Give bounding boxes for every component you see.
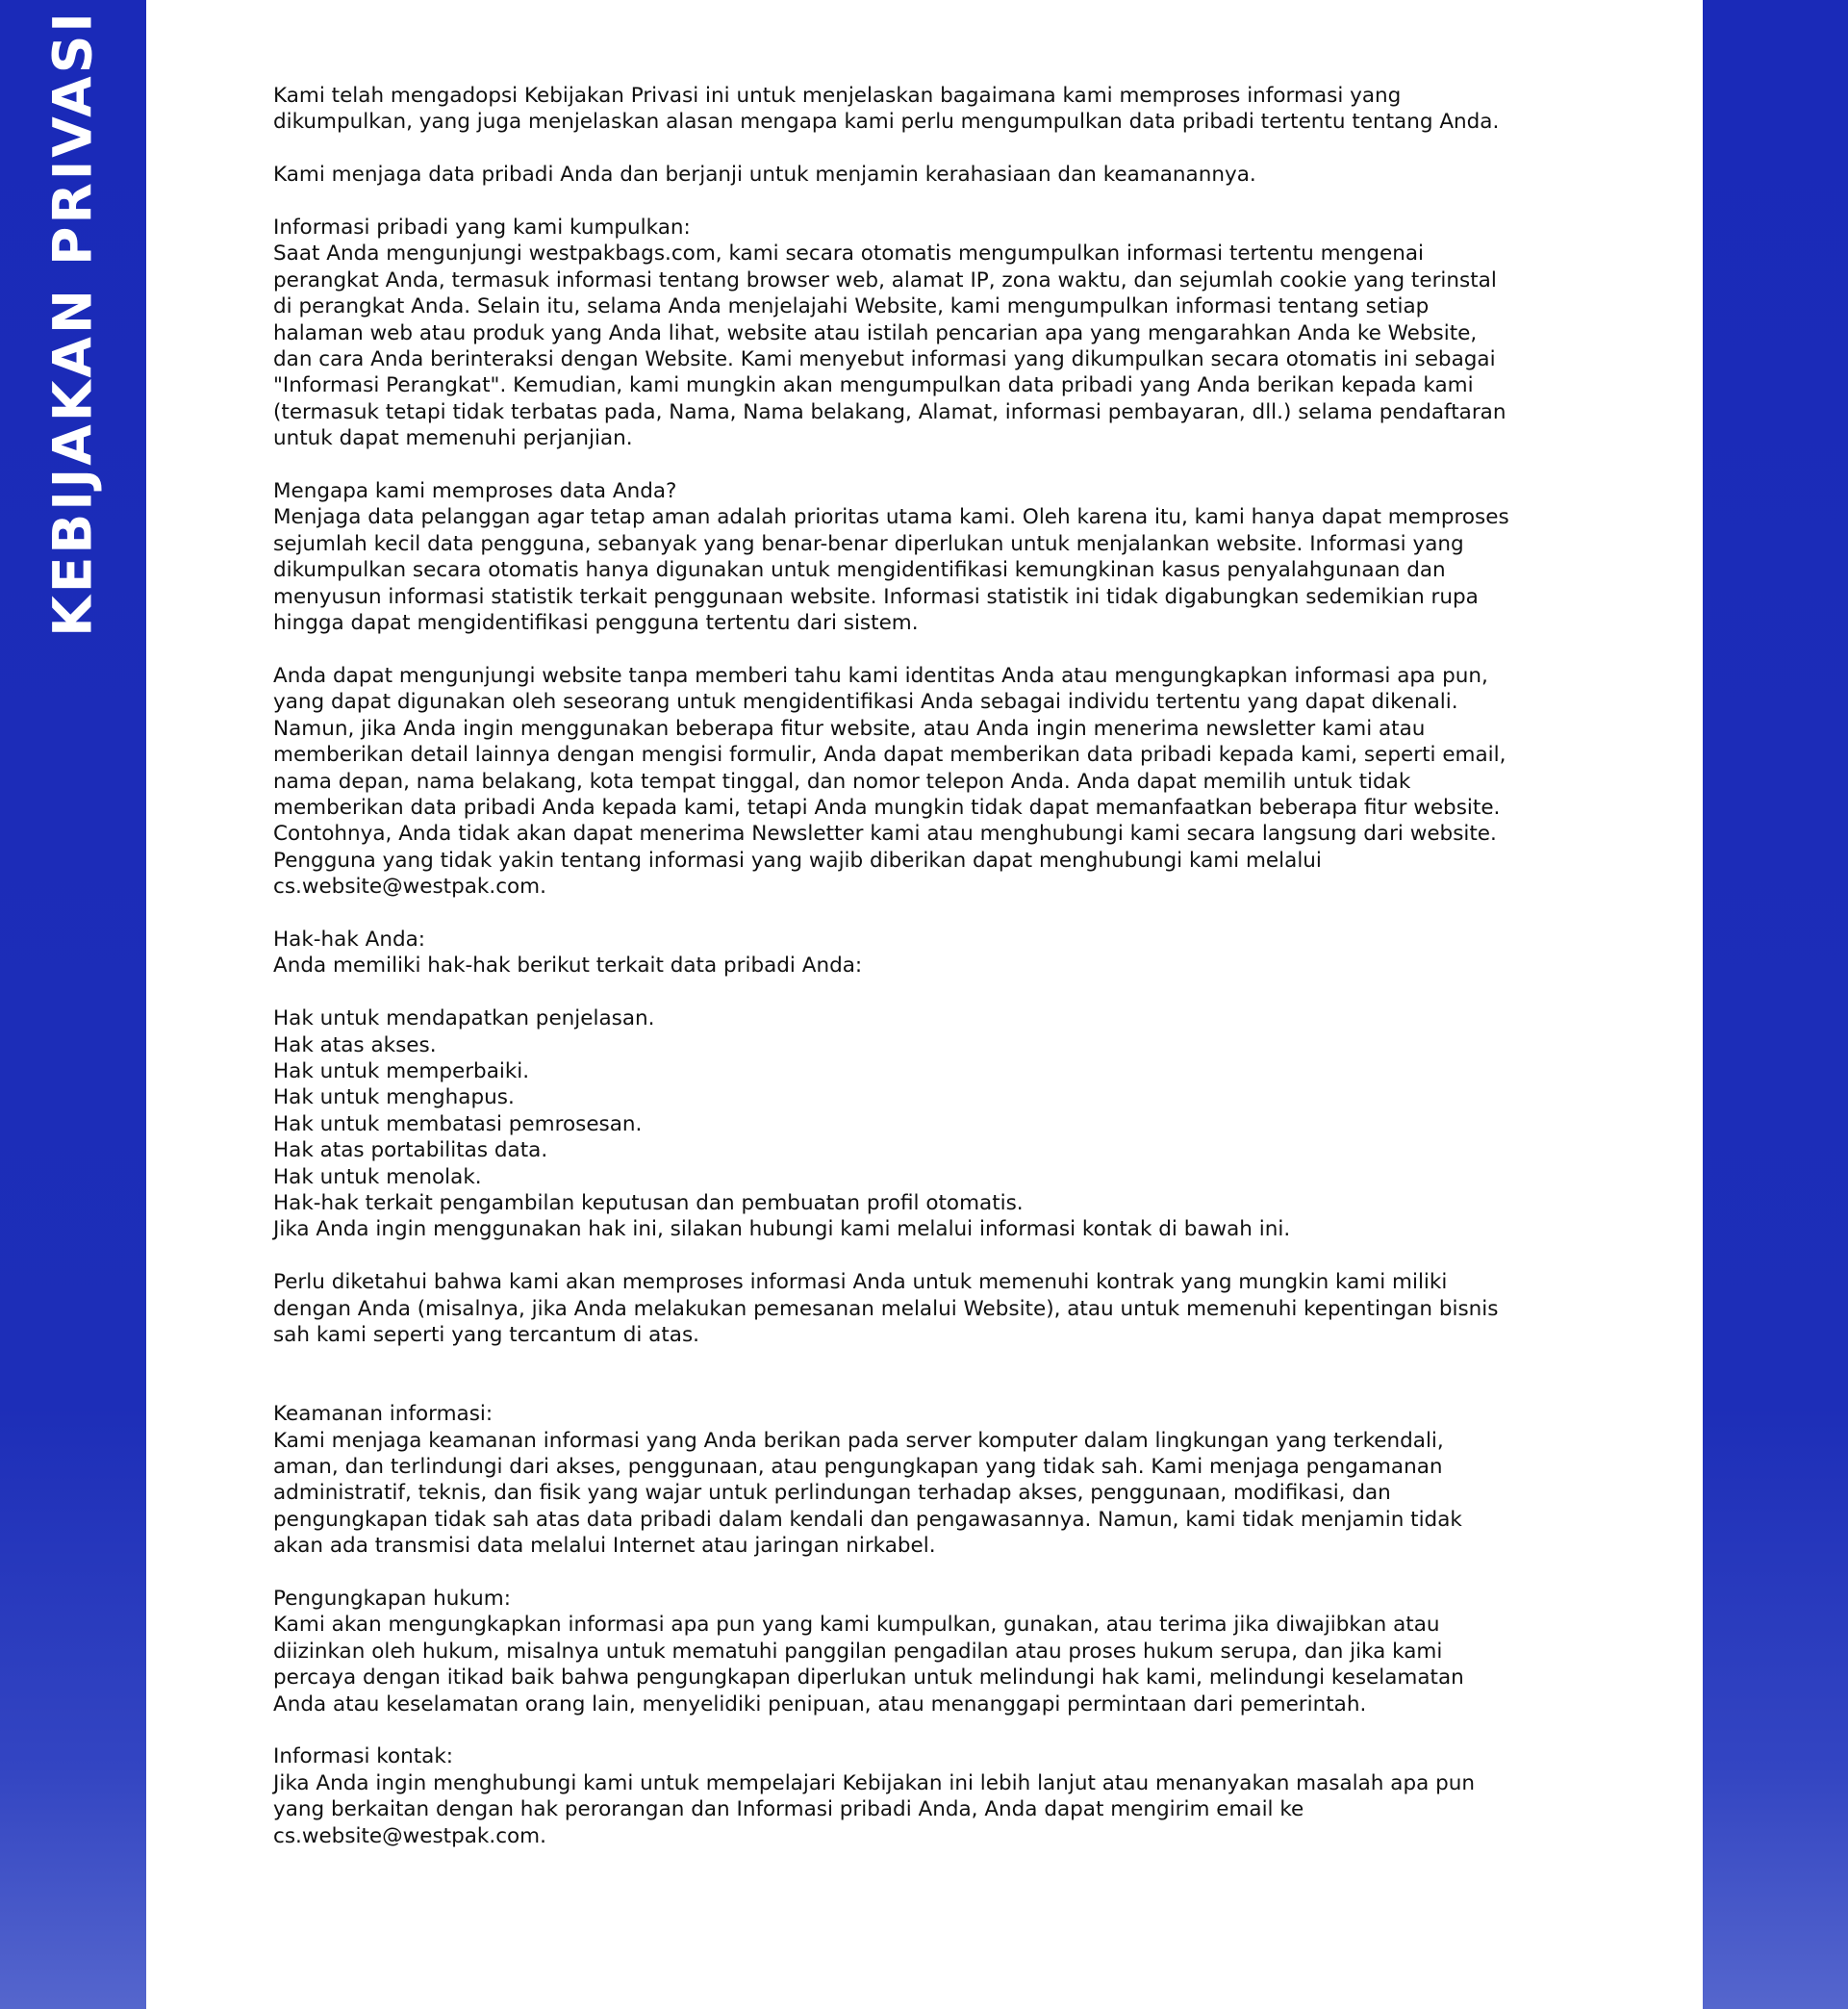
text-line: administratif, teknis, dan fisik yang wajar untuk perlindungan terhadap akses, penggunaan, modifikasi, dan xyxy=(273,1481,1391,1506)
text-line: "Informasi Perangkat". Kemudian, kami mungkin akan mengumpulkan data pribadi yang Anda berikan kepada kami xyxy=(273,373,1474,398)
text-line: sejumlah kecil data pengguna, sebanyak yang benar-benar diperlukan untuk menjalankan website. Informasi yang xyxy=(273,531,1464,556)
section-heading: Keamanan informasi: xyxy=(273,1402,494,1427)
text-line: yang dapat digunakan oleh seseorang untuk mengidentifikasi Anda sebagai individu tertentu yang dapat dikenali. xyxy=(273,690,1458,715)
text-line: memberikan data pribadi Anda kepada kami, tetapi Anda mungkin tidak dapat memanfaatkan beberapa fitur website. xyxy=(273,795,1501,820)
text-line: diizinkan oleh hukum, misalnya untuk mematuhi panggilan pengadilan atau proses hukum serupa, dan jika kami xyxy=(273,1639,1443,1664)
text-line: (termasuk tetapi tidak terbatas pada, Nama, Nama belakang, Alamat, informasi pembayaran, dll.) selama pendaftaran xyxy=(273,399,1506,424)
text-line: Contohnya, Anda tidak akan dapat menerima Newsletter kami atau menghubungi kami secara langsung dari website. xyxy=(273,822,1497,847)
text-line: nama depan, nama belakang, kota tempat tinggal, dan nomor telepon Anda. Anda dapat memilih untuk tidak xyxy=(273,769,1411,794)
text-line: memberikan detail lainnya dengan mengisi formulir, Anda dapat memberikan data pribadi kepada kami, seperti email, xyxy=(273,743,1506,768)
intro-line: Kami telah mengadopsi Kebijakan Privasi ini untuk menjelaskan bagaimana kami memproses informasi yang xyxy=(273,84,1402,108)
text-line: Jika Anda ingin menghubungi kami untuk mempelajari Kebijakan ini lebih lanjut atau menanyakan masalah apa pun xyxy=(273,1770,1475,1795)
text-line: pengungkapan tidak sah atas data pribadi dalam kendali dan pengawasannya. Namun, kami tidak menjamin tidak xyxy=(273,1507,1462,1532)
rights-list-item: Hak untuk mendapatkan penjelasan. xyxy=(273,1006,655,1031)
text-line: halaman web atau produk yang Anda lihat, website atau istilah pencarian apa yang mengarahkan Anda ke Website, xyxy=(273,320,1478,345)
text-line: aman, dan terlindungi dari akses, penggunaan, atau pengungkapan yang tidak sah. Kami menjaga pengamanan xyxy=(273,1455,1443,1479)
page-title: KEBIJAKAN PRIVASI xyxy=(41,10,104,637)
rights-list-item: Hak atas akses. xyxy=(273,1032,437,1057)
rights-list-item: Hak untuk menghapus. xyxy=(273,1085,515,1110)
section-heading: Informasi pribadi yang kami kumpulkan: xyxy=(273,216,691,240)
text-line: Kami menjaga keamanan informasi yang Anda berikan pada server komputer dalam lingkungan yang terkendali, xyxy=(273,1428,1444,1453)
rights-list-item: Hak-hak terkait pengambilan keputusan dan pembuatan profil otomatis. xyxy=(273,1190,1024,1215)
text-line: Menjaga data pelanggan agar tetap aman adalah prioritas utama kami. Oleh karena itu, kami hanya dapat memproses xyxy=(273,505,1509,530)
text-line: perangkat Anda, termasuk informasi tentang browser web, alamat IP, zona waktu, dan sejumlah cookie yang terinstal xyxy=(273,267,1497,292)
text-line: Pengguna yang tidak yakin tentang informasi yang wajib diberikan dapat menghubungi kami melalui xyxy=(273,848,1322,873)
text-line: percaya dengan itikad baik bahwa pengungkapan diperlukan untuk melindungi hak kami, melindungi keselamatan xyxy=(273,1666,1464,1691)
text-line: Namun, jika Anda ingin menggunakan beberapa fitur website, atau Anda ingin menerima newsletter kami atau xyxy=(273,716,1426,741)
text-line: Anda memiliki hak-hak berikut terkait data pribadi Anda: xyxy=(273,954,863,979)
intro-line: Kami menjaga data pribadi Anda dan berjanji untuk menjamin kerahasiaan dan keamanannya. xyxy=(273,163,1256,188)
text-line: sah kami seperti yang tercantum di atas. xyxy=(273,1322,699,1347)
section-heading: Hak-hak Anda: xyxy=(273,927,426,952)
rights-list-item: Hak untuk membatasi pemrosesan. xyxy=(273,1111,643,1136)
rights-list-item: Hak atas portabilitas data. xyxy=(273,1138,548,1163)
rights-list-item: Hak untuk memperbaiki. xyxy=(273,1058,530,1083)
text-line: menyusun informasi statistik terkait penggunaan website. Informasi statistik ini tidak digabungkan sedemikian rupa xyxy=(273,584,1479,609)
text-line: dengan Anda (misalnya, jika Anda melakukan pemesanan melalui Website), atau untuk memenuhi kepentingan bisnis xyxy=(273,1296,1499,1321)
text-line: Anda atau keselamatan orang lain, menyelidiki penipuan, atau menanggapi permintaan dari pemerintah. xyxy=(273,1691,1367,1717)
text-line: dikumpulkan secara otomatis hanya digunakan untuk mengidentifikasi kemungkinan kasus penyalahgunaan dan xyxy=(273,558,1446,583)
policy-body xyxy=(273,83,1620,1849)
text-line: hingga dapat mengidentifikasi pengguna tertentu dari sistem. xyxy=(273,611,919,636)
text-line: yang berkaitan dengan hak perorangan dan Informasi pribadi Anda, Anda dapat mengirim email ke xyxy=(273,1797,1304,1822)
rights-list-item: Hak untuk menolak. xyxy=(273,1164,482,1189)
section-heading: Mengapa kami memproses data Anda? xyxy=(273,479,677,504)
email-text: cs.website@westpak.com. xyxy=(273,875,546,900)
section-heading: Pengungkapan hukum: xyxy=(273,1587,511,1612)
email-text: cs.website@westpak.com. xyxy=(273,1823,546,1848)
text-line: Perlu diketahui bahwa kami akan memproses informasi Anda untuk memenuhi kontrak yang mungkin kami miliki xyxy=(273,1270,1448,1295)
text-line: Jika Anda ingin menggunakan hak ini, silakan hubungi kami melalui informasi kontak di bawah ini. xyxy=(273,1217,1291,1242)
text-line: Kami akan mengungkapkan informasi apa pun yang kami kumpulkan, gunakan, atau terima jika diwajibkan atau xyxy=(273,1613,1440,1638)
intro-line: dikumpulkan, yang juga menjelaskan alasan mengapa kami perlu mengumpulkan data pribadi tertentu tentang Anda. xyxy=(273,110,1500,135)
text-line: akan ada transmisi data melalui Internet atau jaringan nirkabel. xyxy=(273,1534,936,1559)
section-heading: Informasi kontak: xyxy=(273,1744,454,1769)
text-line: untuk dapat memenuhi perjanjian. xyxy=(273,426,633,451)
text-line: dan cara Anda berinteraksi dengan Website. Kami menyebut informasi yang dikumpulkan secara otomatis ini sebagai xyxy=(273,347,1496,372)
text-line: Anda dapat mengunjungi website tanpa memberi tahu kami identitas Anda atau mengungkapkan informasi apa pun, xyxy=(273,663,1488,688)
text-line: Saat Anda mengunjungi westpakbags.com, kami secara otomatis mengumpulkan informasi tertentu mengenai xyxy=(273,242,1425,267)
right-blue-band xyxy=(1703,0,1848,2009)
left-blue-band xyxy=(0,0,146,2009)
text-line: di perangkat Anda. Selain itu, selama Anda menjelajahi Website, kami mengumpulkan informasi tentang setiap xyxy=(273,294,1430,319)
